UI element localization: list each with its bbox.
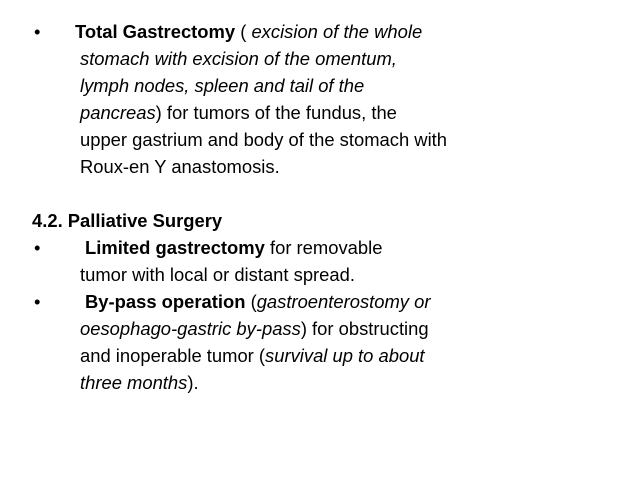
text-run: ) for obstructing	[300, 318, 429, 339]
text-run: for removable	[264, 237, 383, 258]
limited-gastrectomy-line-2	[80, 263, 355, 287]
text-run: (	[245, 291, 257, 312]
bypass-operation-line-4	[80, 371, 199, 395]
total-gastrectomy-line-4	[80, 101, 397, 125]
text-run: oesophago-gastric by-pass	[80, 318, 301, 339]
text-run: ) for tumors of the fundus, the	[155, 102, 397, 123]
limited-gastrectomy-line-1	[85, 236, 382, 260]
text-run: Roux-en Y anastomosis.	[80, 156, 280, 177]
text-run: pancreas	[80, 102, 156, 123]
text-run: and inoperable tumor (	[80, 345, 266, 366]
bypass-operation-line-1	[85, 290, 430, 314]
text-run: excision of the whole	[251, 21, 423, 42]
bullet-marker-total-gastrectomy: •	[34, 21, 41, 42]
bullet-marker-bypass-operation: •	[34, 291, 41, 312]
text-run: ).	[187, 372, 199, 393]
total-gastrectomy-line-3	[80, 74, 364, 98]
text-run: tumor with local or distant spread.	[80, 264, 355, 285]
text-run: gastroenterostomy or	[256, 291, 431, 312]
section-heading: 4.2. Palliative Surgery	[32, 210, 223, 231]
total-gastrectomy-line-6	[80, 155, 280, 179]
text-run: upper gastrium and body of the stomach with	[80, 129, 447, 150]
bullet-marker-limited-gastrectomy: •	[34, 237, 41, 258]
limited-gastrectomy-term: Limited gastrectomy	[85, 237, 265, 258]
bypass-operation-line-3	[80, 344, 425, 368]
text-run: lymph nodes, spleen and tail of the	[80, 75, 365, 96]
text-run: (	[235, 21, 252, 42]
text-run: stomach with excision of the omentum,	[80, 48, 397, 69]
total-gastrectomy-line-2	[80, 47, 397, 71]
text-run: three months	[80, 372, 188, 393]
total-gastrectomy-line-1	[75, 20, 422, 44]
total-gastrectomy-line-5	[80, 128, 447, 152]
bypass-operation-line-2	[80, 317, 429, 341]
bypass-operation-term: By-pass operation	[85, 291, 246, 312]
text-run: survival up to about	[265, 345, 425, 366]
total-gastrectomy-term: Total Gastrectomy	[75, 21, 236, 42]
